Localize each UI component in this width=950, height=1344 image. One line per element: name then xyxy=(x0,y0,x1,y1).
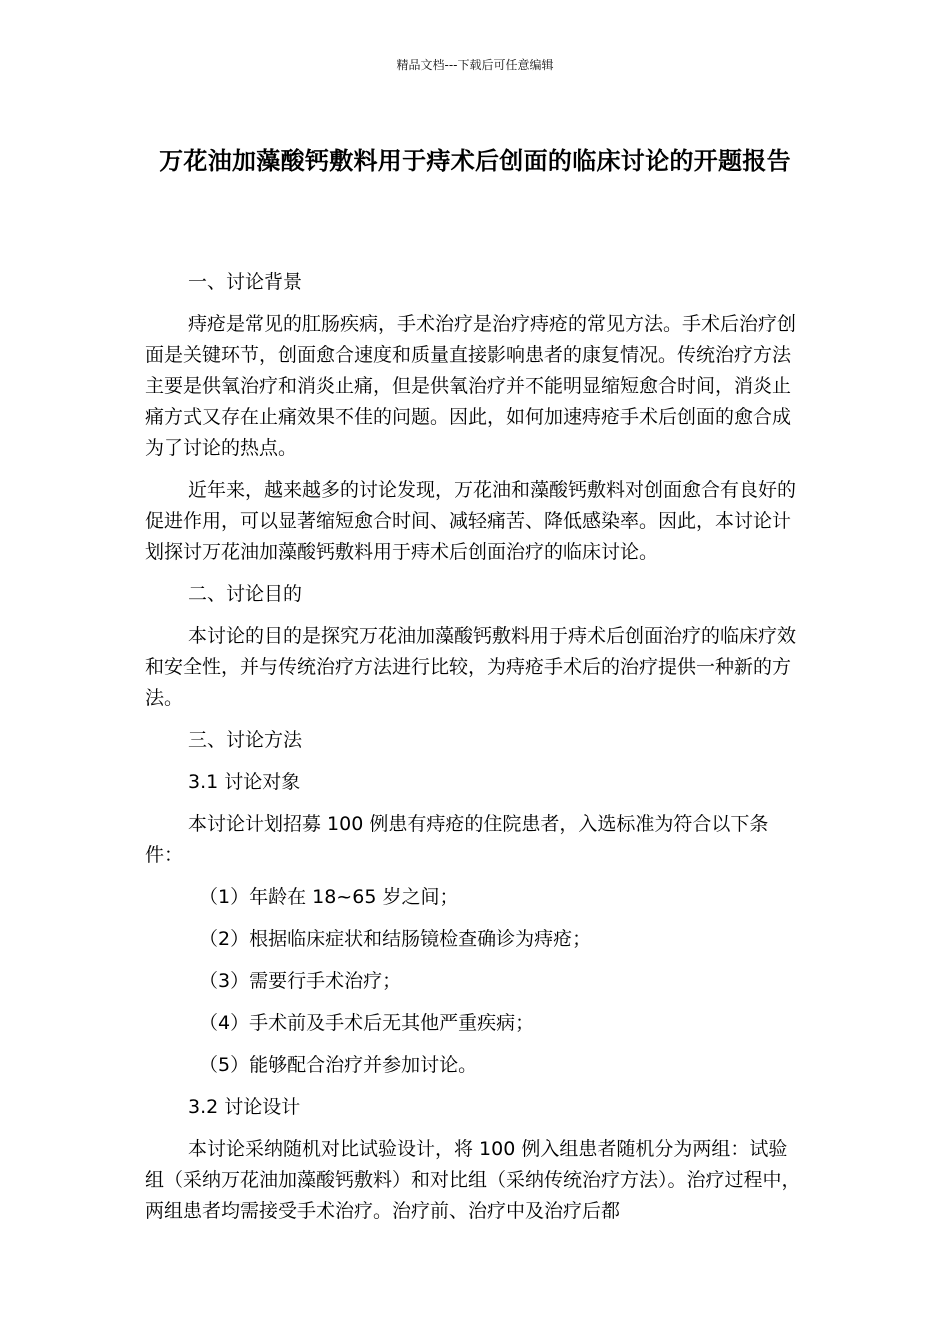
criteria-item: （4）手术前及手术后无其他严重疾病； xyxy=(199,1012,535,1034)
header-note: 精品文档---下载后可任意编辑 xyxy=(396,58,554,72)
criteria-item: （1）年龄在 18~65 岁之间； xyxy=(199,886,459,908)
paragraph-design: 本讨论采纳随机对比试验设计，将 100 例入组患者随机分为两组：试验组（采纳万花油加藻酸钙敷料）和对比组（采纳传统治疗方法）。治疗过程中，两组患者均需接受手术治疗。治疗前、治疗中及治疗后都 xyxy=(145,1138,801,1222)
criteria-item: （5）能够配合治疗并参加讨论。 xyxy=(199,1054,478,1076)
paragraph-background-1: 痔疮是常见的肛肠疾病，手术治疗是治疗痔疮的常见方法。手术后治疗创面是关键环节，创面愈合速度和质量直接影响患者的康复情况。传统治疗方法主要是供氧治疗和消炎止痛，但是供氧治疗并不能明显缩短愈合时间，消炎止痛方式又存在止痛效果不佳的问题。因此，如何加速痔疮手术后创面的愈合成为了讨论的热点。 xyxy=(145,313,797,459)
document-title: 万花油加藻酸钙敷料用于痔术后创面的临床讨论的开题报告 xyxy=(159,147,791,175)
section-heading-background: 一、讨论背景 xyxy=(188,271,303,293)
section-heading-methods: 三、讨论方法 xyxy=(188,729,303,751)
subsection-heading-subjects: 3.1 讨论对象 xyxy=(188,771,301,793)
criteria-item: （3）需要行手术治疗； xyxy=(199,970,402,992)
subsection-heading-design: 3.2 讨论设计 xyxy=(188,1096,301,1118)
criteria-item: （2）根据临床症状和结肠镜检查确诊为痔疮； xyxy=(199,928,592,950)
section-heading-purpose: 二、讨论目的 xyxy=(188,583,303,605)
paragraph-purpose: 本讨论的目的是探究万花油加藻酸钙敷料用于痔术后创面治疗的临床疗效和安全性，并与传统治疗方法进行比较，为痔疮手术后的治疗提供一种新的方法。 xyxy=(145,625,797,709)
document-body xyxy=(145,267,805,1238)
paragraph-subjects: 本讨论计划招募 100 例患有痔疮的住院患者，入选标准为符合以下条件： xyxy=(145,813,769,866)
paragraph-background-2: 近年来，越来越多的讨论发现，万花油和藻酸钙敷料对创面愈合有良好的促进作用，可以显著缩短愈合时间、减轻痛苦、降低感染率。因此，本讨论计划探讨万花油加藻酸钙敷料用于痔术后创面治疗的临床讨论。 xyxy=(145,479,797,563)
